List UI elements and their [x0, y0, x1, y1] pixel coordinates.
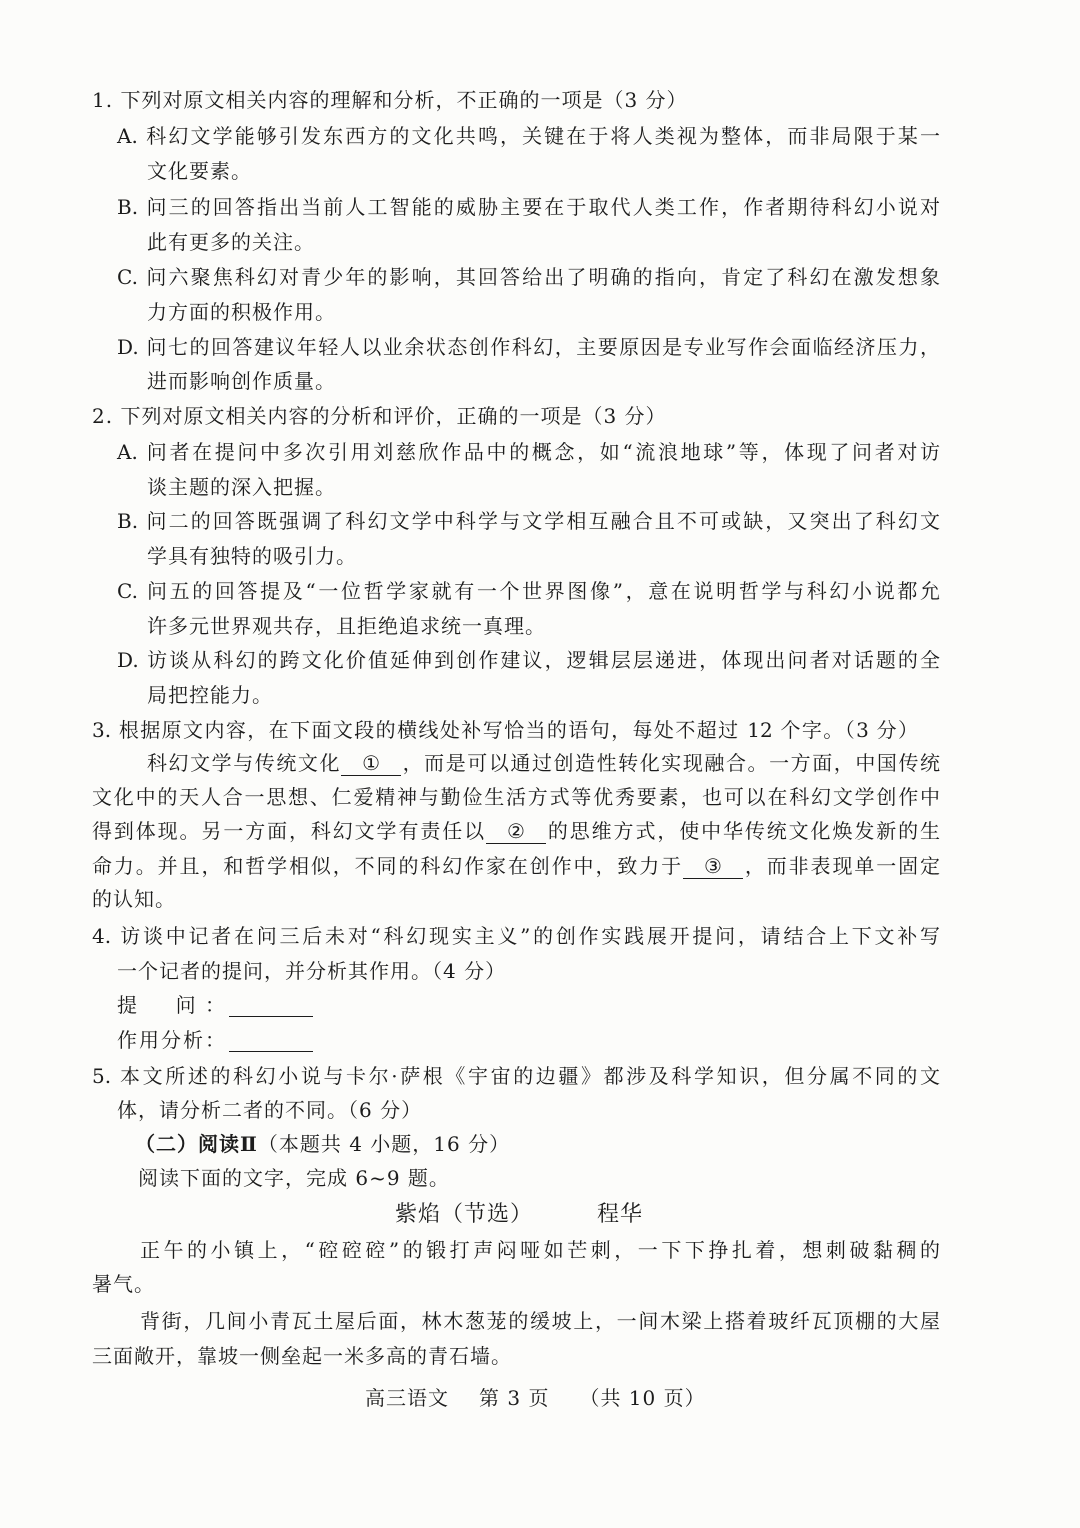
question-2-option-c-line2: 许多元世界观共存，且拒绝追求统一真理。: [147, 614, 546, 638]
passage-text: 得到体现。另一方面，科幻文学有责任以: [92, 819, 486, 843]
page-footer: [365, 1384, 706, 1412]
question-3-passage-line1: [147, 749, 940, 777]
question-1-option-b-line1: B. 问三的回答指出当前人工智能的威胁主要在于取代人类工作，作者期待科幻小说对: [117, 195, 940, 219]
section-2-heading: （二）阅读Ⅱ: [135, 1132, 258, 1156]
question-4-stem-line2: 一个记者的提问，并分析其作用。（4 分）: [117, 959, 507, 983]
question-2-option-a-line1: A. 问者在提问中多次引用刘慈欣作品中的概念，如“流浪地球”等，体现了问者对访: [117, 440, 940, 464]
question-2-option-d-line2: 局把控能力。: [147, 683, 273, 707]
reading-paragraph-1-line1: 正午的小镇上，“硿硿硿”的锻打声闷哑如芒刺，一下下挣扎着，想刺破黏稠的: [140, 1238, 940, 1262]
question-1-option-a-line1: A. 科幻文学能够引发东西方的文化共鸣，关键在于将人类视为整体，而非局限于某一: [117, 124, 940, 148]
reading-paragraph-1-line2: 暑气。: [92, 1272, 155, 1296]
question-1-stem: 1. 下列对原文相关内容的理解和分析，不正确的一项是（3 分）: [92, 88, 688, 112]
question-4-question-row: [117, 991, 313, 1019]
question-2-stem: 2. 下列对原文相关内容的分析和评价，正确的一项是（3 分）: [92, 404, 667, 428]
section-2-heading-row: [135, 1130, 510, 1158]
footer-total-pages: （共 10 页）: [579, 1386, 706, 1410]
question-answer-line[interactable]: [229, 996, 313, 1017]
question-2-option-a-line2: 谈主题的深入把握。: [147, 475, 336, 499]
question-5-line1: 5. 本文所述的科幻小说与卡尔·萨根《宇宙的边疆》都涉及科学知识，但分属不同的文: [92, 1064, 940, 1088]
footer-subject: 高三语文: [365, 1386, 449, 1410]
question-1-option-c-line1: C. 问六聚焦科幻对青少年的影响，其回答给出了明确的指向，肯定了科幻在激发想象: [117, 265, 940, 289]
question-1-option-a-line2: 文化要素。: [147, 159, 252, 183]
passage-text: 的思维方式，使中华传统文化焕发新的生: [546, 819, 940, 843]
question-1-option-d-line1: D. 问七的回答建议年轻人以业余状态创作科幻，主要原因是专业写作会面临经济压力，: [117, 335, 940, 359]
question-1-option-d-line2: 进而影响创作质量。: [147, 369, 336, 393]
question-3-passage-line4: [92, 852, 940, 880]
reading-title: 紫焰（节选）: [395, 1202, 534, 1227]
question-3-passage-line3: [92, 817, 940, 845]
section-2-instruction: 阅读下面的文字，完成 6~9 题。: [138, 1166, 450, 1190]
section-2-info: （本题共 4 小题，16 分）: [257, 1132, 511, 1156]
passage-text: ，而非表现单一固定: [743, 854, 940, 878]
question-2-option-c-line1: C. 问五的回答提及“一位哲学家就有一个世界图像”，意在说明哲学与科幻小说都允: [117, 579, 940, 603]
question-label: 提 问：: [117, 993, 225, 1017]
passage-text: 命力。并且，和哲学相似，不同的科幻作家在创作中，致力于: [92, 854, 683, 878]
question-1-option-b-line2: 此有更多的关注。: [147, 230, 315, 254]
passage-text: ，而是可以通过创造性转化实现融合。一方面，中国传统: [401, 751, 941, 775]
passage-text: 科幻文学与传统文化: [147, 751, 342, 775]
question-4-analysis-row: [117, 1026, 313, 1054]
question-4-stem-line1: 4. 访谈中记者在问三后未对“科幻现实主义”的创作实践展开提问，请结合上下文补写: [92, 924, 940, 948]
question-3-passage-line5: 的认知。: [92, 887, 176, 911]
footer-page-number: 第 3 页: [479, 1386, 550, 1410]
analysis-answer-line[interactable]: [229, 1031, 313, 1052]
reading-paragraph-2-line2: 三面敞开，靠坡一侧垒起一米多高的青石墙。: [92, 1344, 512, 1368]
question-5-line2: 体，请分析二者的不同。（6 分）: [117, 1098, 423, 1122]
question-3-stem: 3. 根据原文内容，在下面文段的横线处补写恰当的语句，每处不超过 12 个字。（3 分）: [92, 718, 918, 742]
blank-3[interactable]: ③: [683, 854, 743, 879]
reading-title-row: [395, 1200, 643, 1230]
question-1-option-c-line2: 力方面的积极作用。: [147, 300, 336, 324]
blank-1[interactable]: ①: [341, 751, 401, 776]
question-3-passage-line2: 文化中的天人合一思想、仁爱精神与勤俭生活方式等优秀要素，也可以在科幻文学创作中: [92, 785, 940, 809]
reading-author: 程华: [597, 1202, 644, 1227]
question-2-option-b-line2: 学具有独特的吸引力。: [147, 544, 357, 568]
reading-paragraph-2-line1: 背街，几间小青瓦土屋后面，林木葱茏的缓坡上，一间木梁上搭着玻纤瓦顶棚的大屋: [140, 1309, 940, 1333]
question-2-option-d-line1: D. 访谈从科幻的跨文化价值延伸到创作建议，逻辑层层递进，体现出问者对话题的全: [117, 648, 940, 672]
blank-2[interactable]: ②: [486, 819, 546, 844]
question-2-option-b-line1: B. 问二的回答既强调了科幻文学中科学与文学相互融合且不可或缺，又突出了科幻文: [117, 509, 940, 533]
analysis-label: 作用分析：: [117, 1028, 225, 1052]
